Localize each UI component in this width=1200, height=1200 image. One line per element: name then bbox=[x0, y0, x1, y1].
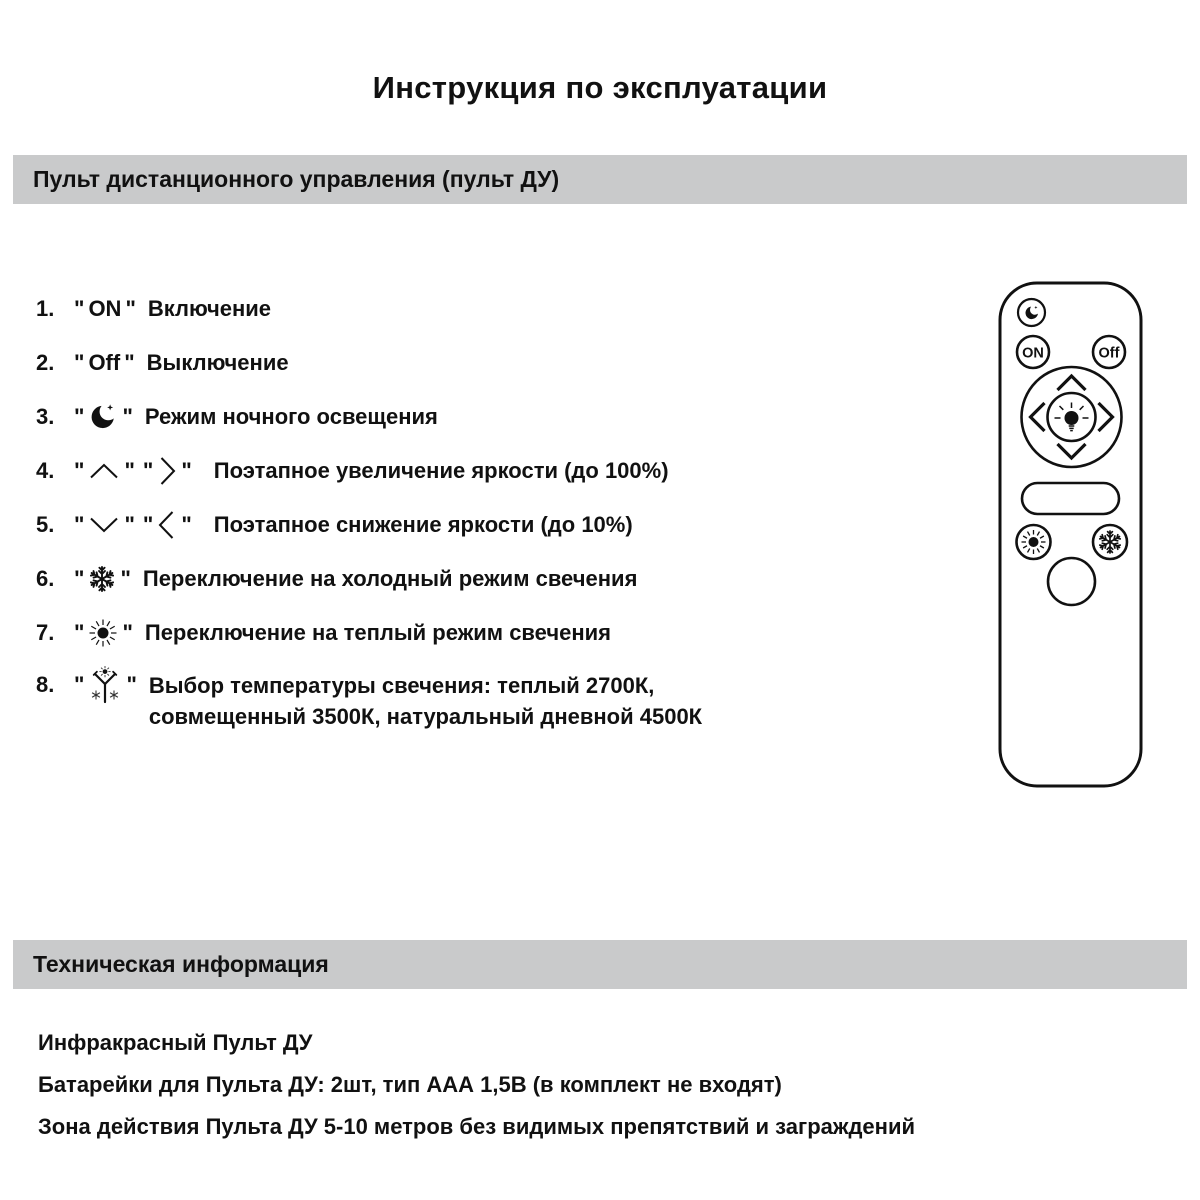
moon-icon bbox=[88, 402, 118, 432]
quote-mark: " bbox=[142, 458, 154, 483]
item-text: Переключение на холодный режим свечения bbox=[142, 566, 638, 591]
quote-mark: " bbox=[142, 512, 154, 537]
quote-mark: " bbox=[181, 458, 192, 483]
quote-mark: " bbox=[126, 672, 137, 697]
item-text-line1: Выбор температуры свечения: теплый 2700К, bbox=[148, 673, 655, 698]
off-symbol: Off bbox=[88, 350, 121, 375]
item-number: 2. bbox=[36, 350, 55, 375]
list-item-brightness-down bbox=[36, 508, 956, 542]
quote-mark: " bbox=[122, 404, 133, 429]
item-text: Переключение на теплый режим свечения bbox=[144, 620, 612, 645]
item-text-block bbox=[149, 670, 702, 732]
list-item-color-temperature bbox=[36, 670, 956, 732]
quote-mark: " bbox=[74, 672, 85, 697]
on-button-label: ON bbox=[1022, 345, 1044, 362]
quote-mark: " bbox=[74, 350, 85, 375]
item-number: 8. bbox=[36, 672, 55, 697]
item-text: Выключение bbox=[146, 350, 289, 375]
quote-mark: " bbox=[74, 566, 85, 591]
remote-button-list bbox=[36, 292, 956, 752]
section-header-tech-label: Техническая информация bbox=[33, 951, 329, 977]
remote-control-figure bbox=[998, 281, 1143, 788]
quote-mark: " bbox=[122, 620, 133, 645]
item-text: Поэтапное снижение яркости (до 10%) bbox=[213, 512, 633, 537]
tech-info bbox=[38, 1022, 915, 1148]
chevron-left-icon bbox=[157, 509, 177, 541]
quote-mark: " bbox=[181, 512, 192, 537]
quote-mark: " bbox=[124, 458, 135, 483]
item-text: Включение bbox=[147, 296, 272, 321]
list-item-warm-mode bbox=[36, 616, 956, 650]
tech-line-batteries: Батарейки для Пульта ДУ: 2шт, тип ААА 1,5В (в комплект не входят) bbox=[38, 1072, 782, 1097]
chevron-up-icon bbox=[88, 461, 120, 481]
item-number: 3. bbox=[36, 404, 55, 429]
quote-mark: " bbox=[74, 512, 85, 537]
section-header-remote bbox=[13, 155, 1187, 204]
item-text: Режим ночного освещения bbox=[144, 404, 438, 429]
list-item-night-mode bbox=[36, 400, 956, 434]
tech-line-remote-type: Инфракрасный Пульт ДУ bbox=[38, 1030, 313, 1055]
list-item-cold-mode bbox=[36, 562, 956, 596]
off-button-label: Off bbox=[1098, 345, 1120, 362]
warm-mode-button bbox=[1017, 525, 1051, 559]
quote-mark: " bbox=[74, 404, 85, 429]
quote-mark: " bbox=[74, 458, 85, 483]
list-item-off bbox=[36, 346, 956, 380]
chevron-down-icon bbox=[88, 515, 120, 535]
section-header-remote-label: Пульт дистанционного управления (пульт ДУ) bbox=[33, 166, 560, 192]
item-number: 6. bbox=[36, 566, 55, 591]
color-temperature-icon bbox=[88, 666, 122, 704]
tech-line-range: Зона действия Пульта ДУ 5-10 метров без видимых препятствий и заграждений bbox=[38, 1114, 916, 1139]
page-title: Инструкция по эксплуатации bbox=[372, 70, 828, 105]
on-symbol: ON bbox=[88, 296, 122, 321]
item-text-line2: совмещенный 3500К, натуральный дневной 4500К bbox=[148, 704, 703, 729]
item-number: 4. bbox=[36, 458, 55, 483]
item-text: Поэтапное увеличение яркости (до 100%) bbox=[213, 458, 669, 483]
item-number: 5. bbox=[36, 512, 55, 537]
section-header-tech bbox=[13, 940, 1187, 989]
list-item-on bbox=[36, 292, 956, 326]
sun-icon bbox=[88, 618, 118, 648]
chevron-right-icon bbox=[157, 455, 177, 487]
item-number: 7. bbox=[36, 620, 55, 645]
quote-mark: " bbox=[120, 566, 131, 591]
quote-mark: " bbox=[124, 512, 135, 537]
quote-mark: " bbox=[124, 350, 135, 375]
snowflake-icon bbox=[88, 565, 116, 593]
quote-mark: " bbox=[74, 620, 85, 645]
item-number: 1. bbox=[36, 296, 55, 321]
quote-mark: " bbox=[74, 296, 85, 321]
quote-mark: " bbox=[125, 296, 136, 321]
list-item-brightness-up bbox=[36, 454, 956, 488]
